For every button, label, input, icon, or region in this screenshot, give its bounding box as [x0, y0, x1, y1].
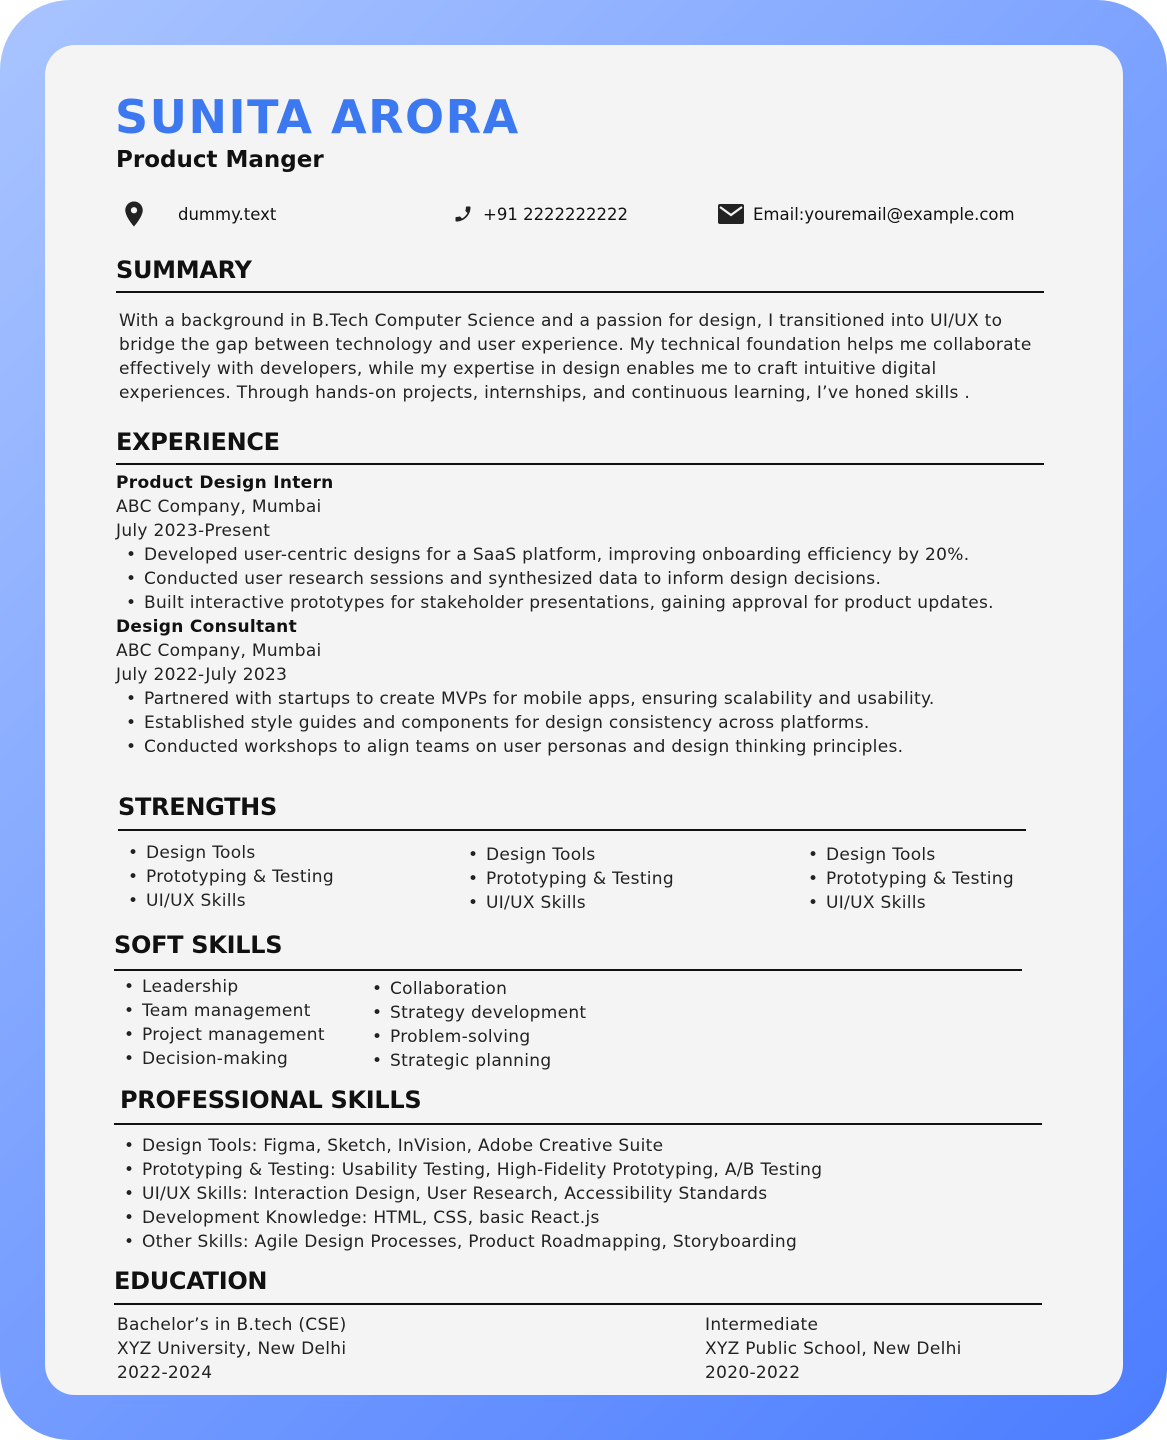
list-item: • Established style guides and components for design consistency across platforms. — [116, 711, 994, 735]
job-role: Product Design Intern — [116, 473, 334, 493]
experience-heading: EXPERIENCE — [116, 428, 280, 456]
list-item: • UI/UX Skills — [118, 889, 334, 913]
list-item: • Prototyping & Testing — [798, 867, 1014, 891]
education-divider — [114, 1303, 1042, 1305]
list-item: • Design Tools — [458, 843, 674, 867]
list-item: • Problem-solving — [362, 1025, 586, 1049]
strengths-column-3 — [798, 843, 1014, 915]
list-item: • Partnered with startups to create MVPs for mobile apps, ensuring scalability and usability. — [116, 687, 994, 711]
experience-list — [116, 471, 994, 759]
list-item: • Design Tools — [798, 843, 1014, 867]
summary-text: With a background in B.Tech Computer Science and a passion for design, I transitioned into UI/UX to bridge the gap between technology and user experience. My technical foundation helps me collaborate effectively with developers, while my expertise in design enables me to craft intuitive digital experiences. Through hands-on projects, internships, and continuous learning, I’ve honed skills . — [119, 311, 1032, 403]
map-pin-icon — [119, 199, 149, 229]
list-item: • Strategic planning — [362, 1049, 586, 1073]
candidate-name: SUNITA ARORA — [115, 90, 520, 144]
contact-email — [718, 199, 1015, 229]
list-item: • UI/UX Skills — [798, 891, 1014, 915]
education-degree: Intermediate — [705, 1315, 819, 1335]
job-role: Design Consultant — [116, 617, 298, 637]
experience-divider — [116, 463, 1044, 465]
candidate-title: Product Manger — [116, 147, 324, 173]
strengths-heading: STRENGTHS — [118, 793, 277, 821]
list-item: • Developed user-centric designs for a SaaS platform, improving onboarding efficiency by 20%. — [116, 543, 994, 567]
list-item: • Design Tools — [118, 841, 334, 865]
list-item: • Strategy development — [362, 1001, 586, 1025]
soft-skills-column-1 — [114, 975, 325, 1071]
contact-phone — [453, 199, 628, 229]
soft-skills-divider — [114, 969, 1022, 971]
job-bullets — [116, 687, 994, 759]
list-item: • Development Knowledge: HTML, CSS, basic React.js — [114, 1206, 822, 1230]
list-item: • Team management — [114, 999, 325, 1023]
list-item: • Other Skills: Agile Design Processes, Product Roadmapping, Storyboarding — [114, 1230, 822, 1254]
strengths-column-1 — [118, 841, 334, 913]
education-school: XYZ Public School, New Delhi — [705, 1339, 962, 1359]
list-item: • Built interactive prototypes for stakeholder presentations, gaining approval for product updates. — [116, 591, 994, 615]
education-degree: Bachelor’s in B.tech (CSE) — [117, 1315, 347, 1335]
list-item: • Prototyping & Testing — [458, 867, 674, 891]
education-entry — [705, 1313, 962, 1385]
job-dates: July 2023-Present — [116, 521, 271, 541]
list-item: • Conducted workshops to align teams on user personas and design thinking principles. — [116, 735, 994, 759]
summary-heading: SUMMARY — [116, 256, 252, 284]
phone-text: +91 2222222222 — [483, 204, 629, 224]
list-item: • UI/UX Skills — [458, 891, 674, 915]
location-text: dummy.text — [178, 204, 277, 224]
envelope-icon — [718, 204, 744, 224]
strengths-divider — [118, 829, 1026, 831]
education-school: XYZ University, New Delhi — [117, 1339, 347, 1359]
job-bullets — [116, 543, 994, 615]
soft-skills-heading: SOFT SKILLS — [114, 931, 283, 959]
professional-skills-list — [114, 1134, 822, 1254]
list-item: • UI/UX Skills: Interaction Design, User Research, Accessibility Standards — [114, 1182, 822, 1206]
list-item: • Collaboration — [362, 977, 586, 1001]
list-item: • Conducted user research sessions and synthesized data to inform design decisions. — [116, 567, 994, 591]
job-company: ABC Company, Mumbai — [116, 641, 322, 661]
job-entry — [116, 471, 994, 615]
strengths-column-2 — [458, 843, 674, 915]
resume-card — [45, 45, 1123, 1395]
summary-divider — [116, 291, 1044, 293]
job-dates: July 2022-July 2023 — [116, 665, 288, 685]
professional-skills-divider — [114, 1123, 1042, 1125]
phone-icon — [453, 204, 473, 224]
email-text: Email:youremail@example.com — [753, 204, 1015, 224]
contact-location — [119, 199, 276, 229]
list-item: • Project management — [114, 1023, 325, 1047]
soft-skills-column-2 — [362, 977, 586, 1073]
list-item: • Leadership — [114, 975, 325, 999]
list-item: • Decision-making — [114, 1047, 325, 1071]
list-item: • Prototyping & Testing — [118, 865, 334, 889]
job-entry — [116, 615, 994, 759]
education-entry — [117, 1313, 347, 1385]
education-heading: EDUCATION — [114, 1267, 268, 1295]
job-company: ABC Company, Mumbai — [116, 497, 322, 517]
list-item: • Prototyping & Testing: Usability Testing, High-Fidelity Prototyping, A/B Testing — [114, 1158, 822, 1182]
list-item: • Design Tools: Figma, Sketch, InVision, Adobe Creative Suite — [114, 1134, 822, 1158]
education-years: 2020-2022 — [705, 1363, 801, 1383]
professional-skills-heading: PROFESSIONAL SKILLS — [120, 1086, 422, 1114]
education-years: 2022-2024 — [117, 1363, 213, 1383]
